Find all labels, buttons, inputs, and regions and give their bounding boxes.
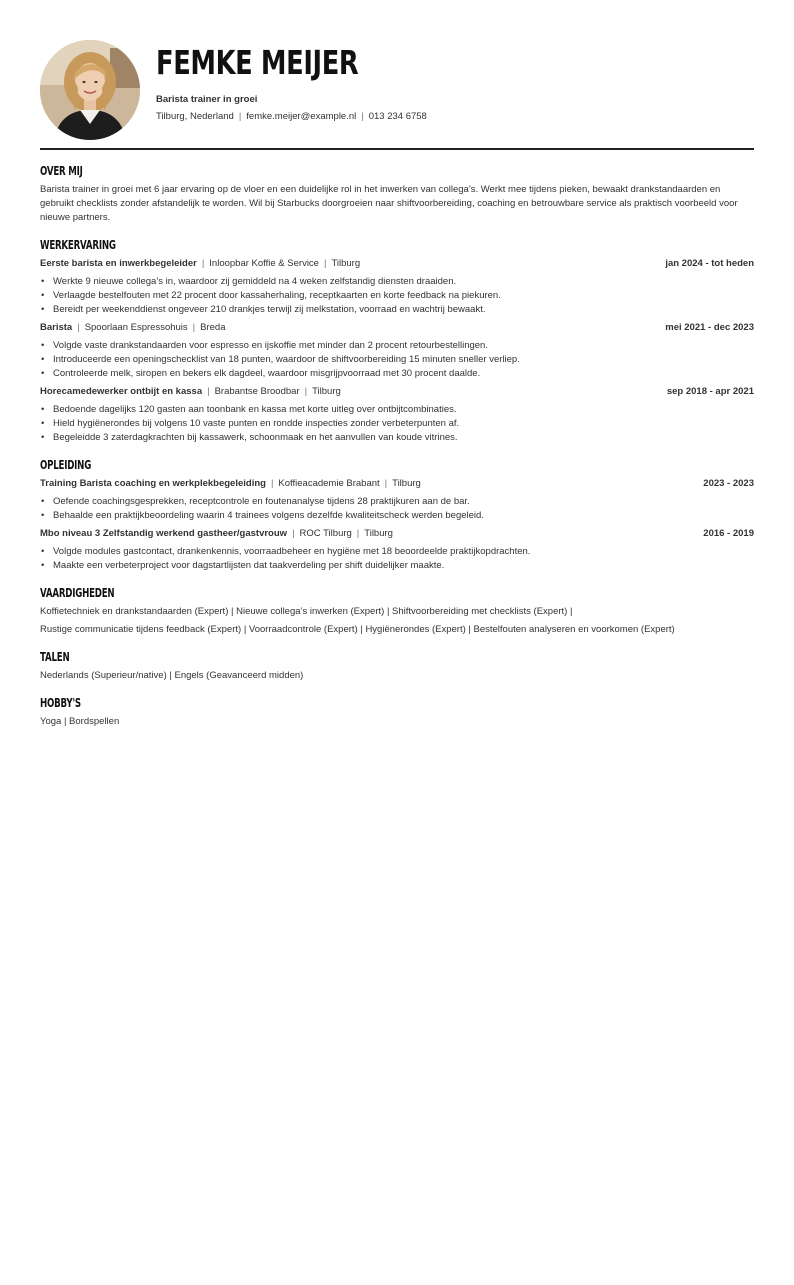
entry-city: Tilburg <box>312 386 341 397</box>
entry-date: jan 2024 - tot heden <box>665 258 754 269</box>
entry-organization: ROC Tilburg <box>299 528 352 539</box>
entry-date: 2023 - 2023 <box>703 478 754 489</box>
experience-entry <box>40 257 754 317</box>
entry-organization: Koffieacademie Brabant <box>278 478 380 489</box>
about-text: Barista trainer in groei met 6 jaar ervaring op de vloer en een duidelijke rol in het inwerken van collega’s. Werkt mee tijdens pieken, bewaakt drankstandaarden en gebruikt checklists zonder afstandelijk te worden. Wil bij Starbucks doorgroeien naar shiftvoorbereiding, coaching en betrouwbare service als praktisch voorbeeld voor nieuwe partners. <box>40 184 738 223</box>
resume-content <box>40 164 754 742</box>
entry-date: mei 2021 - dec 2023 <box>665 322 754 333</box>
entry-bullets <box>40 495 754 523</box>
experience-entry <box>40 321 754 381</box>
contact-separator: | <box>361 111 364 122</box>
entry-separator: | <box>356 528 360 539</box>
entry-bullets <box>40 403 754 445</box>
entry-bullets <box>40 545 754 573</box>
entry-separator: | <box>201 258 205 269</box>
skills-line: Rustige communicatie tijdens feedback (Expert) | Voorraadcontrole (Expert) | Hygiënerondes (Expert) | Bestelfouten analyseren en voorkomen (Expert) <box>40 624 675 635</box>
bullet-item: • Bereidt per weekenddienst ongeveer 210 drankjes terwijl zij melkstation, voorraad en wachtrij bewaakt. <box>40 303 754 317</box>
section-education <box>40 458 754 573</box>
skills-line: Koffietechniek en drankstandaarden (Expert) | Nieuwe collega’s inwerken (Expert) | Shiftvoorbereiding met checklists (Expert) | <box>40 606 573 617</box>
contact-email[interactable]: femke.meijer@example.nl <box>246 111 357 122</box>
section-heading: OPLEIDING <box>40 458 92 472</box>
entry-separator: | <box>270 478 274 489</box>
education-entry <box>40 527 754 573</box>
profile-photo-illustration <box>40 40 140 140</box>
bullet-item: • Bedoende dagelijks 120 gasten aan toonbank en kassa met korte uitleg over ontbijtcombinaties. <box>40 403 754 417</box>
bullet-item: • Werkte 9 nieuwe collega’s in, waardoor zij gemiddeld na 4 weken zelfstandig diensten draaiden. <box>40 275 754 289</box>
contact-line <box>156 111 427 122</box>
entry-role: Eerste barista en inwerkbegeleider <box>40 258 197 269</box>
contact-phone[interactable]: 013 234 6758 <box>368 111 427 122</box>
entry-title-line <box>40 321 226 335</box>
contact-separator: | <box>238 111 242 122</box>
entry-title-line <box>40 477 421 491</box>
section-skills <box>40 586 754 637</box>
bullet-item: • Hield hygiënerondes bij volgens 10 vaste punten en rondde inspecties zonder verbeterpunten af. <box>40 417 754 431</box>
bullet-item: • Controleerde melk, siropen en bekers elk dagdeel, waardoor misgrijpvoorraad met 30 procent daalde. <box>40 367 754 381</box>
entry-role: Horecamedewerker ontbijt en kassa <box>40 386 203 397</box>
bullet-item: • Verlaagde bestelfouten met 22 procent door kassaherhaling, receptkaarten en korte feedback na piekuren. <box>40 289 754 303</box>
bullet-item: • Maakte een verbeterproject voor dagstartlijsten dat taakverdeling per shift duidelijker maakte. <box>40 559 754 573</box>
profile-photo <box>40 40 140 140</box>
entry-title-line <box>40 257 360 271</box>
section-languages <box>40 650 754 683</box>
section-heading: VAARDIGHEDEN <box>40 586 115 600</box>
section-hobbies <box>40 696 754 729</box>
header-divider <box>40 148 754 150</box>
entry-separator: | <box>304 386 308 397</box>
section-about <box>40 164 754 225</box>
entry-header <box>40 385 754 399</box>
entry-role: Training Barista coaching en werkplekbegeleiding <box>40 478 266 489</box>
resume-header <box>40 40 754 150</box>
section-heading: TALEN <box>40 650 70 664</box>
entry-separator: | <box>323 258 327 269</box>
entry-organization: Inloopbar Koffie & Service <box>209 258 319 269</box>
entry-separator: | <box>192 322 196 333</box>
candidate-name: FEMKE MEIJER <box>156 43 359 82</box>
bullet-item: • Introduceerde een openingschecklist van 18 punten, waardoor de shiftvoorbereiding 15 minuten sneller verliep. <box>40 353 754 367</box>
bullet-item: • Volgde modules gastcontact, drankenkennis, voorraadbeheer en hygiëne met 18 beoordeelde praktijkopdrachten. <box>40 545 754 559</box>
entry-city: Breda <box>200 322 226 333</box>
hobbies-list: Yoga | Bordspellen <box>40 716 120 727</box>
entry-header <box>40 477 754 491</box>
candidate-title: Barista trainer in groei <box>156 94 258 105</box>
entry-separator: | <box>77 322 80 333</box>
entry-city: Tilburg <box>392 478 421 489</box>
entry-title-line <box>40 527 393 541</box>
bullet-item: • Volgde vaste drankstandaarden voor espresso en ijskoffie met minder dan 2 procent retourbestellingen. <box>40 339 754 353</box>
bullet-item: • Behaalde een praktijkbeoordeling waarin 4 trainees volgens dezelfde kwaliteitscheck werden begeleid. <box>40 509 754 523</box>
entry-city: Tilburg <box>364 528 393 539</box>
section-heading: HOBBY'S <box>40 696 81 710</box>
bullet-item: • Oefende coachingsgesprekken, receptcontrole en foutenanalyse tijdens 28 praktijkuren aan de bar. <box>40 495 754 509</box>
entry-organization: Spoorlaan Espressohuis <box>84 322 188 333</box>
entry-separator: | <box>292 528 295 539</box>
entry-city: Tilburg <box>331 258 361 269</box>
contact-location: Tilburg, Nederland <box>156 111 234 122</box>
entry-role: Barista <box>40 322 73 333</box>
education-entry <box>40 477 754 523</box>
section-heading: WERKERVARING <box>40 238 116 252</box>
entry-date: 2016 - 2019 <box>703 528 754 539</box>
entry-title-line <box>40 385 341 399</box>
entry-organization: Brabantse Broodbar <box>214 386 300 397</box>
languages-list: Nederlands (Superieur/native) | Engels (Geavanceerd midden) <box>40 670 304 681</box>
entry-bullets <box>40 275 754 317</box>
experience-entry <box>40 385 754 445</box>
entry-separator: | <box>207 386 210 397</box>
entry-header <box>40 321 754 335</box>
entry-role: Mbo niveau 3 Zelfstandig werkend gastheer/gastvrouw <box>40 528 288 539</box>
entry-header <box>40 257 754 271</box>
entry-date: sep 2018 - apr 2021 <box>666 386 754 397</box>
entry-header <box>40 527 754 541</box>
section-experience <box>40 238 754 445</box>
section-heading: OVER MIJ <box>40 164 83 178</box>
entry-bullets <box>40 339 754 381</box>
entry-separator: | <box>384 478 388 489</box>
bullet-item: • Begeleidde 3 zaterdagkrachten bij kassawerk, schoonmaak en het aanvullen van koude vitrines. <box>40 431 754 445</box>
